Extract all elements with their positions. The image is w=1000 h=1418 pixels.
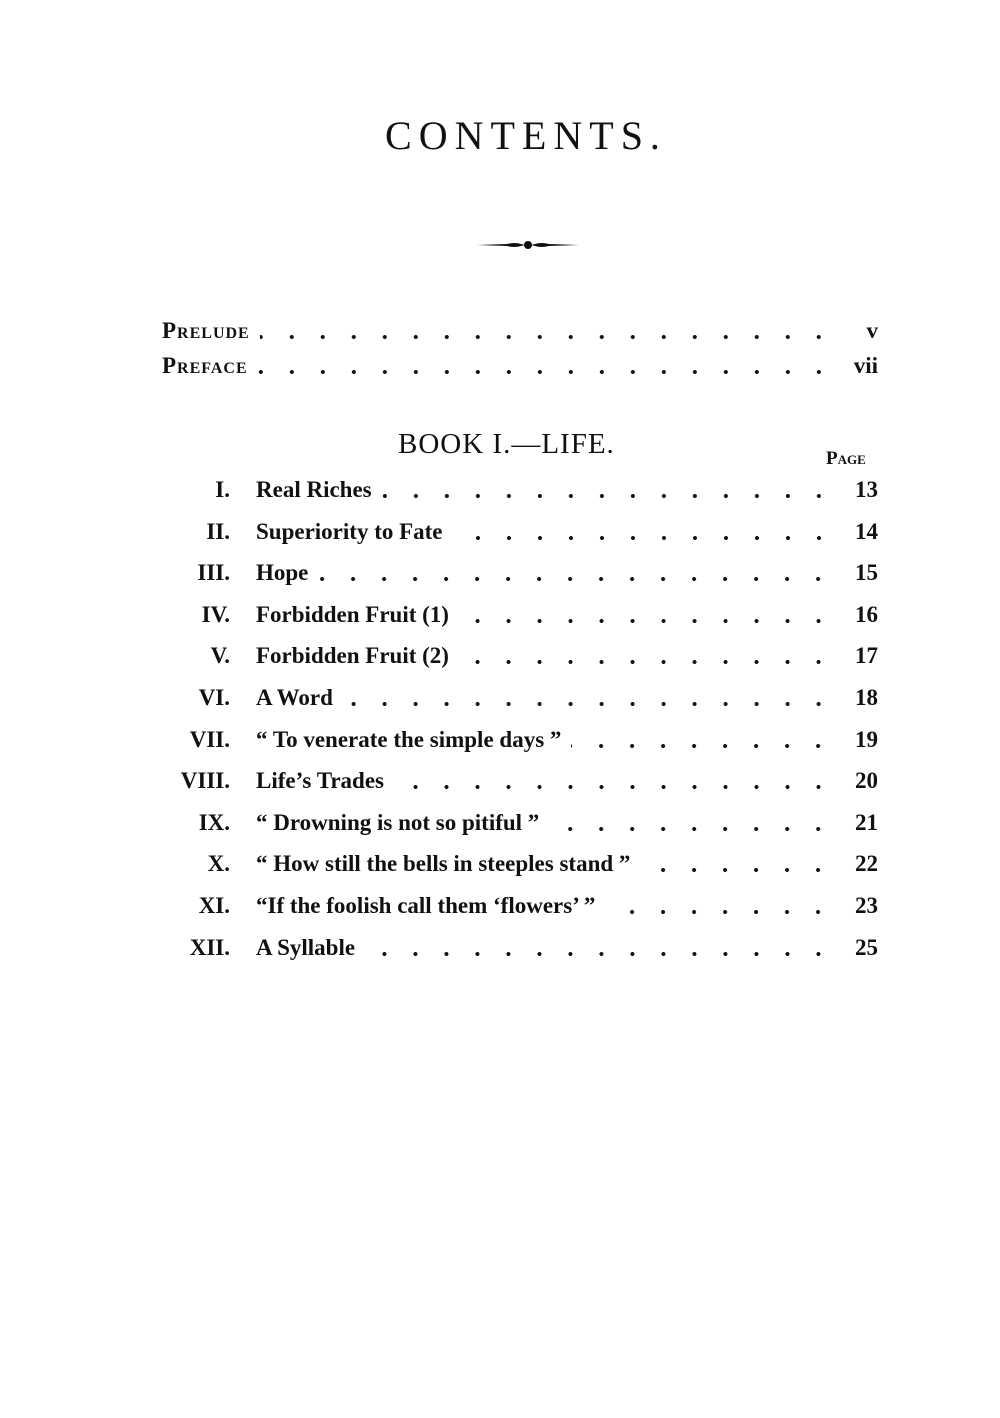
toc-entry[interactable] bbox=[160, 602, 878, 628]
dot-leader bbox=[318, 576, 834, 582]
dot-leader bbox=[260, 334, 834, 340]
entry-title: “ Drowning is not so pitiful ” bbox=[256, 809, 540, 835]
toc-entry[interactable] bbox=[160, 893, 878, 919]
dot-leader bbox=[640, 867, 834, 873]
dot-leader bbox=[394, 784, 834, 790]
chapter-number: VII. bbox=[189, 726, 230, 752]
page-number: vii bbox=[853, 353, 878, 378]
entry-title: Hope bbox=[256, 560, 309, 586]
dot-leader bbox=[605, 909, 834, 915]
dot-leader bbox=[365, 951, 834, 957]
entry-title: Forbidden Fruit (2) bbox=[256, 643, 449, 669]
chapter-number: I. bbox=[215, 477, 230, 502]
page-column-label: Page bbox=[826, 448, 866, 469]
toc-entry[interactable] bbox=[160, 643, 878, 669]
page-number: 23 bbox=[855, 893, 878, 918]
book-heading: BOOK I.—LIFE. bbox=[398, 428, 615, 460]
page-number: 15 bbox=[855, 560, 878, 586]
chapter-number: XI. bbox=[198, 893, 230, 918]
page-number: 17 bbox=[855, 643, 878, 669]
dot-leader bbox=[258, 369, 834, 375]
dot-leader bbox=[453, 535, 834, 541]
entry-title: “ How still the bells in steeples stand ” bbox=[256, 851, 631, 877]
page-number: 19 bbox=[855, 726, 878, 752]
dot-leader bbox=[571, 743, 834, 749]
entry-title: A Syllable bbox=[256, 934, 356, 960]
toc-entry-preface[interactable] bbox=[162, 353, 878, 379]
page-title: CONTENTS. bbox=[385, 113, 667, 158]
ornament-divider-icon bbox=[477, 239, 579, 251]
entry-title: Real Riches bbox=[256, 477, 372, 502]
toc-entry[interactable] bbox=[160, 810, 878, 836]
page-number: 22 bbox=[855, 851, 878, 877]
page-number: v bbox=[866, 318, 878, 343]
dot-leader bbox=[459, 659, 834, 665]
chapter-number: IX. bbox=[198, 809, 230, 835]
entry-title: Preface bbox=[162, 353, 248, 378]
toc-entry[interactable] bbox=[160, 727, 878, 753]
entry-title: “If the foolish call them ‘flowers’ ” bbox=[256, 893, 596, 918]
chapter-number: XII. bbox=[189, 934, 230, 960]
entry-title: Life’s Trades bbox=[256, 768, 384, 794]
chapter-number: III. bbox=[197, 560, 230, 586]
toc-entry[interactable] bbox=[160, 851, 878, 877]
chapter-number: VIII. bbox=[180, 768, 230, 794]
chapter-number: IV. bbox=[201, 601, 230, 627]
chapter-number: II. bbox=[206, 518, 230, 544]
page-number: 13 bbox=[855, 477, 878, 502]
page-number: 20 bbox=[855, 768, 878, 794]
toc-entry[interactable] bbox=[160, 560, 878, 586]
page-number: 18 bbox=[855, 685, 878, 710]
toc-entry[interactable] bbox=[160, 477, 878, 503]
dot-leader bbox=[459, 618, 834, 624]
entry-title: Superiority to Fate bbox=[256, 518, 443, 544]
dot-leader bbox=[549, 826, 834, 832]
page-number: 25 bbox=[855, 934, 878, 960]
toc-entry-prelude[interactable] bbox=[162, 318, 878, 344]
entry-title: A Word bbox=[256, 685, 333, 710]
entry-title: “ To venerate the simple days ” bbox=[256, 726, 562, 752]
entry-title: Prelude bbox=[162, 318, 250, 343]
chapter-number: V. bbox=[210, 643, 230, 669]
toc-entry[interactable] bbox=[160, 768, 878, 794]
entry-title: Forbidden Fruit (1) bbox=[256, 601, 449, 627]
dot-leader bbox=[343, 701, 834, 707]
page-number: 16 bbox=[855, 601, 878, 627]
page-number: 14 bbox=[855, 518, 878, 544]
toc-entry[interactable] bbox=[160, 685, 878, 711]
page-number: 21 bbox=[855, 809, 878, 835]
toc-entry[interactable] bbox=[160, 935, 878, 961]
toc-entry[interactable] bbox=[160, 519, 878, 545]
chapter-number: X. bbox=[207, 851, 230, 877]
dot-leader bbox=[382, 493, 834, 499]
chapter-number: VI. bbox=[198, 685, 230, 710]
